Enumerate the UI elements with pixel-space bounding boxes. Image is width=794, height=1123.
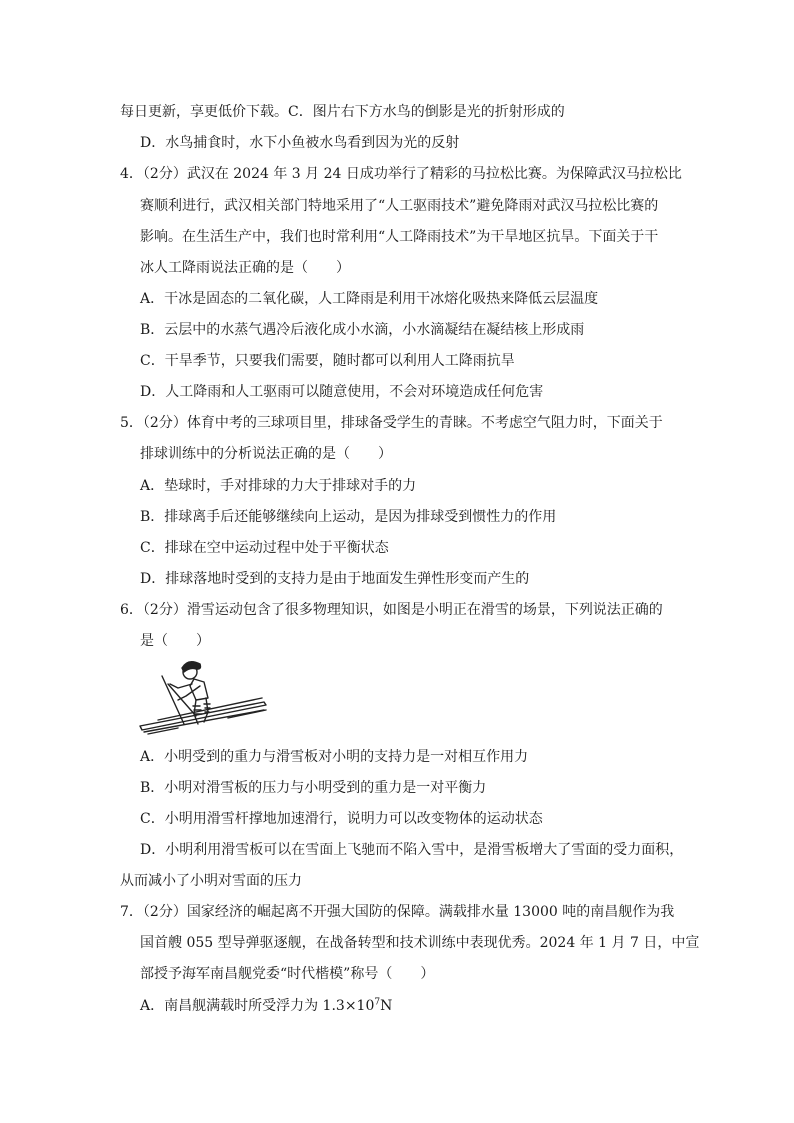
q5-option-c: C．排球在空中运动过程中处于平衡状态 [140, 540, 389, 556]
q5-option-a: A．垫球时，手对排球的力大于排球对手的力 [140, 478, 417, 494]
q7-option-a-text: A．南昌舰满载时所受浮力为 1.3×10 [140, 998, 375, 1014]
q7-option-a-unit: N [380, 998, 393, 1014]
q6-option-d: D．小明利用滑雪板可以在雪面上飞驰而不陷入雪中，是滑雪板增大了雪面的受力面积， [140, 842, 684, 858]
q7-option-a-exponent: 7 [374, 997, 381, 1008]
q6-stem-line-2: 是（ ） [140, 633, 210, 649]
q5-option-b: B．排球离手后还能够继续向上运动，是因为排球受到惯性力的作用 [140, 509, 557, 525]
q5-stem-line-1: 5．（2分）体育中考的三球项目里，排球备受学生的青睐。不考虑空气阻力时，下面关于 [120, 415, 663, 431]
q4-option-b: B．云层中的水蒸气遇冷后液化成小水滴，小水滴凝结在凝结核上形成雨 [140, 322, 585, 338]
q6-option-a: A．小明受到的重力与滑雪板对小明的支持力是一对相互作用力 [140, 749, 529, 765]
q6-option-d-continued: 从而减小了小明对雪面的压力 [120, 873, 302, 889]
q4-stem-line-1: 4．（2分）武汉在 2024 年 3 月 24 日成功举行了精彩的马拉松比赛。为保障武汉马拉松比 [120, 166, 682, 182]
q4-stem-line-2: 赛顺利进行，武汉相关部门特地采用了“人工驱雨技术”避免降雨对武汉马拉松比赛的 [140, 198, 659, 214]
q6-option-c: C．小明用滑雪杆撑地加速滑行，说明力可以改变物体的运动状态 [140, 811, 543, 827]
q7-stem-line-2: 国首艘 055 型导弹驱逐舰，在战备转型和技术训练中表现优秀。2024 年 1 月 7 日，中宣 [140, 935, 700, 951]
q4-option-d: D．人工降雨和人工驱雨可以随意使用，不会对环境造成任何危害 [140, 384, 544, 400]
q7-option-a [140, 996, 392, 1016]
q6-stem-line-1: 6．（2分）滑雪运动包含了很多物理知识，如图是小明正在滑雪的场景，下列说法正确的 [120, 602, 663, 618]
top-line-1: 每日更新，享更低价下载。C．图片右下方水鸟的倒影是光的折射形成的 [120, 104, 565, 120]
q4-option-c: C．干旱季节，只要我们需要，随时都可以利用人工降雨抗旱 [140, 353, 515, 369]
q7-stem-line-3: 部授予海军南昌舰党委“时代楷模”称号（ ） [140, 966, 435, 982]
top-line-2: D．水鸟捕食时，水下小鱼被水鸟看到因为光的反射 [140, 135, 460, 151]
q6-option-b: B．小明对滑雪板的压力与小明受到的重力是一对平衡力 [140, 780, 487, 796]
q5-option-d: D．排球落地时受到的支持力是由于地面发生弹性形变而产生的 [140, 571, 530, 587]
q4-stem-line-4: 冰人工降雨说法正确的是（ ） [140, 260, 350, 276]
skier-figure [138, 658, 268, 736]
q4-stem-line-3: 影响。在生活生产中，我们也时常利用“人工降雨技术”为干旱地区抗旱。下面关于干 [140, 229, 659, 245]
q4-option-a: A．干冰是固态的二氧化碳，人工降雨是利用干冰熔化吸热来降低云层温度 [140, 291, 599, 307]
q5-stem-line-2: 排球训练中的分析说法正确的是（ ） [140, 446, 392, 462]
q7-stem-line-1: 7．（2分）国家经济的崛起离不开强大国防的保障。满载排水量 13000 吨的南昌舰作为我 [120, 904, 675, 920]
